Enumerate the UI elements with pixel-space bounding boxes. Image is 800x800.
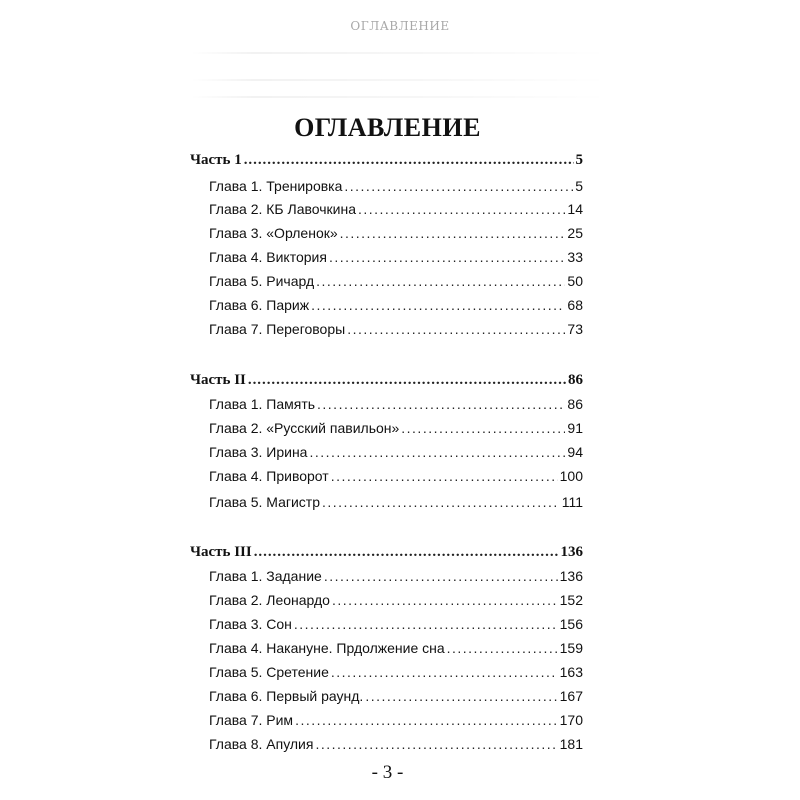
part-label: Часть 1 [190,152,242,168]
page-number: 181 [559,736,583,752]
toc-chapter[interactable] [209,637,583,659]
chapter-label: Глава 3. «Орленок» [209,225,338,241]
toc-chapter[interactable] [209,294,583,316]
page-number: 170 [559,712,583,728]
chapter-label: Глава 7. Рим [209,712,294,728]
toc-chapter[interactable] [209,565,583,587]
page-title: ОГЛАВЛЕНИЕ [294,113,481,142]
dot-leader [316,270,565,292]
toc-chapter[interactable] [209,465,583,487]
page-number: 86 [567,396,583,412]
part-label: Часть III [190,544,252,560]
chapter-label: Глава 5. Магистр [209,494,321,510]
toc-chapter[interactable] [209,270,583,292]
dot-leader [294,613,558,635]
page-number: 14 [567,201,583,217]
toc-part-3[interactable] [190,541,583,563]
dot-leader [311,294,565,316]
toc-chapter[interactable] [209,198,583,220]
page-number: 25 [567,225,583,241]
dot-leader [315,733,557,755]
toc-part-2[interactable] [190,369,583,391]
chapter-label: Глава 2. Леонардо [209,592,330,608]
page-number: 156 [559,616,583,632]
toc-chapter[interactable] [209,685,583,707]
chapter-label: Глава 3. Сон [209,616,292,632]
dot-leader [347,318,565,340]
dot-leader [329,246,565,268]
toc-chapter[interactable] [209,589,583,611]
chapter-label: Глава 1. Тренировка [209,178,343,194]
toc-chapter[interactable] [209,246,583,268]
toc-chapter[interactable] [209,709,583,731]
dot-leader [295,709,558,731]
dot-leader [331,465,558,487]
page-number: 136 [560,544,583,560]
page-number: 163 [559,664,583,680]
chapter-label: Глава 5. Ричард [209,273,315,289]
dot-leader [332,589,558,611]
dot-leader [317,393,565,415]
page-number: 33 [567,249,583,265]
toc-chapter[interactable] [209,661,583,683]
toc-part-1[interactable] [190,149,583,171]
chapter-label: Глава 6. Первый раунд. [209,688,364,704]
running-head: ОГЛАВЛЕНИЕ [350,19,450,33]
chapter-label: Глава 1. Задание [209,568,322,584]
dot-leader [248,369,566,391]
page-number: 136 [559,568,583,584]
toc-chapter[interactable] [209,491,583,513]
toc-chapter[interactable] [209,417,583,439]
page-number: 94 [567,444,583,460]
dot-leader [254,541,559,563]
toc-chapter[interactable] [209,733,583,755]
chapter-label: Глава 4. Приворот [209,468,329,484]
chapter-label: Глава 7. Переговоры [209,321,346,337]
page-number: 111 [561,494,583,510]
dot-leader [340,222,566,244]
page-number: 50 [567,273,583,289]
dot-leader [358,198,565,220]
page-number: 100 [559,468,583,484]
dot-leader [331,661,558,683]
page-number: 167 [559,688,583,704]
dot-leader [365,685,557,707]
toc-chapter[interactable] [209,393,583,415]
toc-chapter[interactable] [209,613,583,635]
chapter-label: Глава 8. Апулия [209,736,314,752]
page-number: 68 [567,297,583,313]
page-number: 159 [559,640,583,656]
dot-leader [344,175,573,197]
dot-leader [244,149,574,171]
chapter-label: Глава 4. Накануне. Прдолжение сна [209,640,445,656]
dot-leader [309,441,565,463]
toc-chapter[interactable] [209,318,583,340]
page-number-footer: - 3 - [371,762,404,783]
chapter-label: Глава 2. «Русский павильон» [209,420,400,436]
toc-chapter[interactable] [209,441,583,463]
page-number: 86 [568,372,583,388]
page-number: 73 [567,321,583,337]
chapter-label: Глава 4. Виктория [209,249,327,265]
page-number: 91 [567,420,583,436]
page-number: 5 [575,152,583,168]
chapter-label: Глава 1. Память [209,396,316,412]
dot-leader [401,417,565,439]
chapter-label: Глава 6. Париж [209,297,310,313]
toc-chapter[interactable] [209,175,583,197]
dot-leader [447,637,558,659]
chapter-label: Глава 2. КБ Лавочкина [209,201,356,217]
page-number: 5 [575,178,583,194]
page-number: 152 [559,592,583,608]
dot-leader [324,565,558,587]
part-label: Часть II [190,372,246,388]
toc-chapter[interactable] [209,222,583,244]
dot-leader [322,491,560,513]
chapter-label: Глава 5. Сретение [209,664,329,680]
chapter-label: Глава 3. Ирина [209,444,308,460]
